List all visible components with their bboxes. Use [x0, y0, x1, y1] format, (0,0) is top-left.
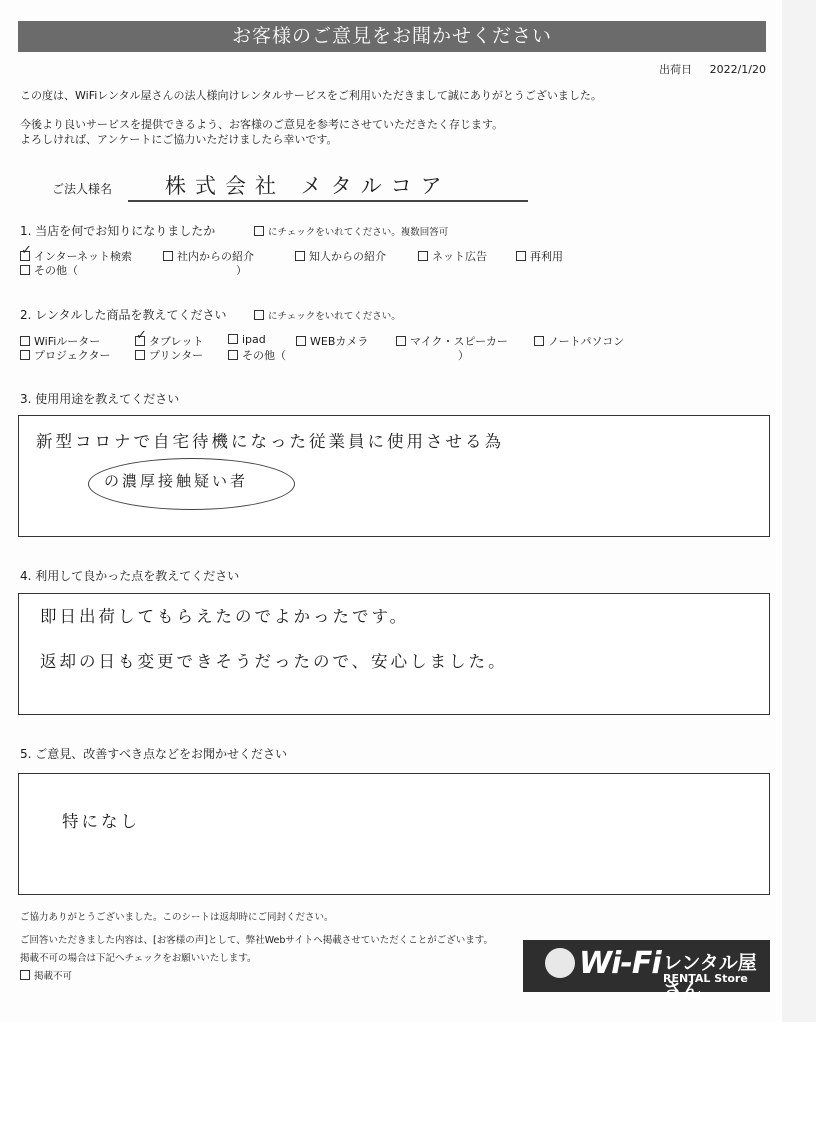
q4-title: 4. 利用して良かった点を教えてください	[20, 569, 240, 583]
q2-option-label: その他（	[242, 349, 286, 362]
checkbox-icon[interactable]	[516, 251, 526, 261]
mascot-icon	[545, 948, 575, 978]
q1-option-other[interactable]	[20, 262, 247, 278]
checkbox-icon[interactable]	[295, 251, 305, 261]
checkbox-icon[interactable]	[418, 251, 428, 261]
scan-edge	[782, 0, 816, 1022]
page-title: お客様のご意見をお聞かせください	[18, 21, 766, 52]
q1-option-label: その他（	[34, 264, 78, 277]
ship-date-value: 2022/1/20	[709, 63, 766, 76]
q2-note	[254, 308, 401, 322]
checkbox-icon[interactable]	[396, 336, 406, 346]
q5-title: 5. ご意見、改善すべき点などをお聞かせください	[20, 747, 288, 761]
checkbox-icon[interactable]	[20, 970, 30, 980]
q4-answer-line-2: 返却の日も変更できそうだったので、安心しました。	[40, 652, 508, 671]
q1-option-label: 知人からの紹介	[309, 250, 386, 263]
checkbox-checked-icon[interactable]	[135, 336, 145, 346]
q1-option-label: 再利用	[530, 250, 563, 263]
q2-option-printer[interactable]	[135, 347, 203, 363]
checkbox-icon[interactable]	[228, 350, 238, 360]
footer-publish-note: ご回答いただきました内容は、[お客様の声]として、弊社Webサイトへ掲載させていただくことがございます。	[20, 935, 494, 946]
q2-option-label: マイク・スピーカー	[410, 335, 508, 348]
sample-checkbox-icon	[254, 226, 264, 236]
company-underline	[128, 200, 528, 202]
brand-logo	[523, 940, 770, 1001]
q1-option-reuse[interactable]	[516, 248, 563, 264]
sample-checkbox-icon	[254, 310, 264, 320]
q1-option-label: インターネット検索	[34, 250, 133, 263]
q2-option-projector[interactable]	[20, 347, 111, 363]
q1-note-text: にチェックをいれてください。複数回答可	[268, 227, 449, 238]
q2-note-text: にチェックをいれてください。	[268, 311, 401, 322]
checkbox-icon[interactable]	[228, 334, 238, 344]
checkbox-icon[interactable]	[20, 265, 30, 275]
q2-title: 2. レンタルした商品を教えてください	[20, 308, 227, 322]
q1-option-label: 社内からの紹介	[177, 250, 254, 263]
logo-en-text: RENTAL Store	[663, 972, 748, 985]
company-name-field[interactable]: 株式会社 メタルコア	[165, 174, 451, 198]
q3-answer-line-2: の濃厚接触疑い者	[104, 472, 249, 490]
q2-other-close: ）	[458, 349, 469, 362]
checkbox-checked-icon[interactable]	[20, 251, 30, 261]
q4-answer-line-1: 即日出荷してもらえたのでよかったです。	[40, 607, 410, 626]
no-publish-label: 掲載不可	[34, 971, 73, 982]
intro-line-2: 今後より良いサービスを提供できるよう、お客様のご意見を参考にさせていただきたく存じます。	[20, 118, 504, 131]
checkbox-icon[interactable]	[296, 336, 306, 346]
q2-option-label: プロジェクター	[34, 349, 111, 362]
no-publish-option[interactable]	[20, 968, 72, 982]
q1-option-label: ネット広告	[432, 250, 487, 263]
q2-option-label: ノートパソコン	[548, 335, 625, 348]
q2-option-other[interactable]	[228, 347, 469, 363]
company-label: ご法人様名	[52, 182, 113, 196]
checkbox-icon[interactable]	[135, 350, 145, 360]
q2-option-label: プリンター	[149, 349, 204, 362]
checkbox-icon[interactable]	[534, 336, 544, 346]
q2-option-label: WiFiルーター	[34, 335, 101, 348]
q5-answer-box[interactable]	[18, 773, 770, 895]
q3-title: 3. 使用用途を教えてください	[20, 392, 180, 406]
intro-line-3: よろしければ、アンケートにご協力いただけましたら幸いです。	[20, 133, 338, 146]
footer-thanks: ご協力ありがとうございました。このシートは返却時にご同封ください。	[20, 912, 334, 923]
q1-option-web-ad[interactable]	[418, 248, 487, 264]
ship-date	[655, 61, 766, 77]
q1-other-close: ）	[236, 264, 247, 277]
intro-line-1: この度は、WiFiレンタル屋さんの法人様向けレンタルサービスをご利用いただきまして誠にありがとうございました。	[20, 89, 602, 102]
checkbox-icon[interactable]	[163, 251, 173, 261]
q5-answer-line-1: 特になし	[62, 812, 140, 831]
checkbox-icon[interactable]	[20, 336, 30, 346]
intro-text	[20, 88, 602, 147]
q3-answer-line-1: 新型コロナで自宅待機になった従業員に使用させる為	[36, 432, 504, 451]
q2-option-label: タブレット	[149, 335, 204, 348]
logo-wifi-text: Wi-Fi	[579, 946, 661, 981]
q1-title: 1. 当店を何でお知りになりましたか	[20, 224, 216, 238]
logo-jp-text: レンタル屋さん	[663, 952, 757, 1001]
q2-option-label: WEBカメラ	[310, 335, 369, 348]
q2-option-ipad[interactable]	[228, 333, 266, 346]
checkbox-icon[interactable]	[20, 350, 30, 360]
q1-option-acquaintance-referral[interactable]	[295, 248, 386, 264]
q2-option-laptop[interactable]	[534, 333, 624, 349]
q1-note	[254, 224, 448, 238]
ship-date-label: 出荷日	[659, 63, 693, 76]
q2-option-label: ipad	[242, 333, 266, 346]
footer-request: 掲載不可の場合は下記へチェックをお願いいたします。	[20, 953, 257, 964]
